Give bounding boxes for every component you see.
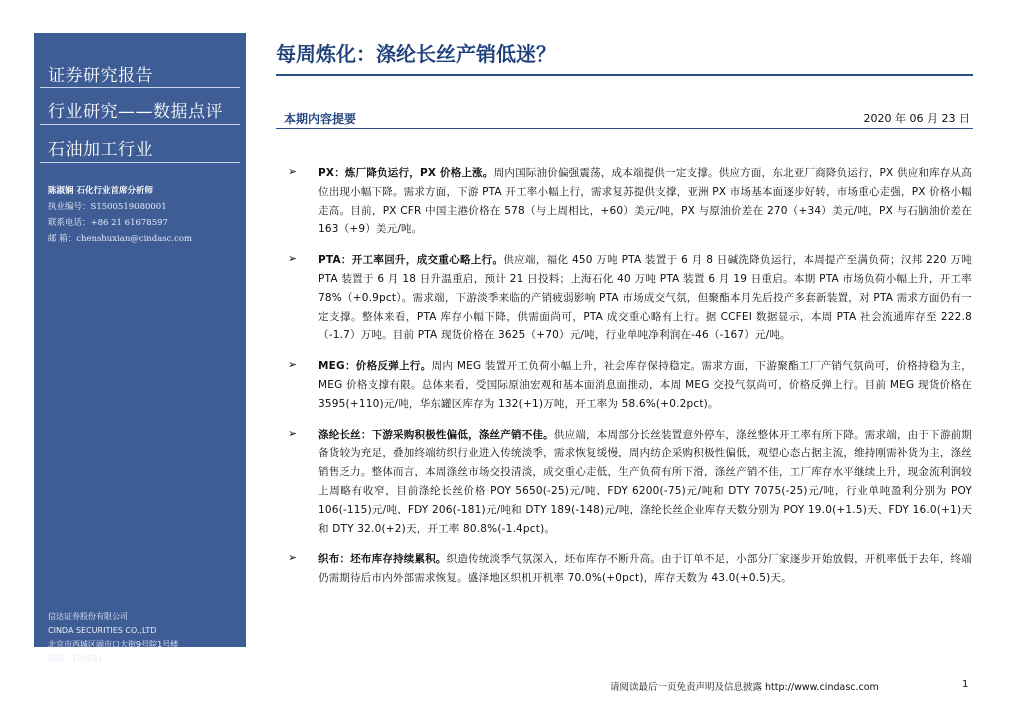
industry-label: 石油加工行业 [48,140,153,160]
item-body: 供应端，本周部分长丝装置意外停车，涤丝整体开工率有所下降。需求端，由于下游前期备货较为充足，叠加终端纺织行业进入传统淡季，需求恢复缓慢，周内纺企采购积极性偏低，观望心态占据主流，维持刚需补货为主，涤丝销售乏力。整体而言，本周涤丝市场交投清淡，成交重心走低，生产负荷有所下滑，涤丝产销不佳，工厂库存水平继续上升，现金流利润较上周略有收窄，目前涤纶长丝价格 POY 5650(-25)元/吨、FDY 6200(-75)元/吨和 DTY 7075(-25)元/吨，行业单吨盈利分别为 POY 106(-115)元/吨、FDY 206(-181)元/吨和 DTY 189(-148)元/吨，涤纶长丝企业库存天数分别为 POY 19.0(+1.5)天、FDY 16.0(+1)天和 DTY 32.0(+2)天，开工率 80.8%(-1.4pct)。 [318,428,972,535]
arrowhead-bullet-icon: ➢ [288,426,298,440]
item-body: 供应端，福化 450 万吨 PTA 装置于 6 月 8 日碱洗降负运行，本周提产至满负荷；汉邦 220 万吨 PTA 装置于 6 月 18 日升温重启，预计 21 日投料；上海石化 40 万吨 PTA 装置 6 月 19 日重启。本期 PTA 市场负荷小幅上升，开工率 78%（+0.9pct）。需求端，下游淡季来临的产销疲弱影响 PTA 市场成交气氛，但聚酯本月先后投产多套新装置，对 PTA 需求方面仍有一定支撑。整体来看，PTA 库存小幅下降，供需面尚可，PTA 成交重心略有上行。据 CCFEI 数据显示，本周 PTA 社会流通库存至 222.8（-1.7）万吨。目前 PTA 现货价格在 3625（+70）元/吨，行业单吨净利润在-46（-167）元/吨。 [318,254,972,342]
page-number: 1 [962,679,969,690]
summary-list [288,164,972,600]
sidebar-divider [40,162,240,163]
item-paragraph [318,426,972,539]
list-item [288,357,972,413]
report-type-label: 证券研究报告 [48,66,153,86]
item-body: 周内国际油价偏强震荡，成本端提供一定支撑。供应方面，东北亚厂商降负运行，PX 供应和库存从高位出现小幅下降。需求方面，下游 PTA 开工率小幅上行，需求复苏提供支撑，亚洲 PX 市场基本面逐步好转，市场重心走强，PX 价格小幅走高。目前，PX CFR 中国主港价格在 578（与上周相比，+60）美元/吨，PX 与原油价差在 270（+34）美元/吨，PX 与石脑油价差在 163（+9）美元/吨。 [318,167,972,236]
analyst-license: 执业编号：S1500519080001 [48,202,167,212]
company-address: 北京市西城区闹市口大街9号院1号楼 [48,640,179,649]
arrowhead-bullet-icon: ➢ [288,165,298,178]
item-paragraph [318,251,972,345]
list-item [288,426,972,539]
item-lead: 织布：坯布库存持续累积。 [318,553,447,566]
analyst-email: 邮 箱：chenshuxian@cindasc.com [48,234,193,244]
arrowhead-bullet-icon: ➢ [288,252,298,266]
company-info [48,610,243,666]
page-title: 每周炼化：涤纶长丝产销低迷？ [276,42,556,66]
item-paragraph [318,357,972,413]
item-body: 织造传统淡季气氛深入，坯布库存不断升高。由于订单不足，小部分厂家逐步开始放假，开机率低于去年，终端仍需期待后市内外部需求恢复。盛泽地区织机开机率 70.0%(+0pct)，库存天数为 43.0(+0.5)天。 [318,553,972,585]
report-date: 2020 年 06 月 23 日 [863,112,970,125]
item-lead: MEG：价格反弹上行。 [318,360,432,373]
item-paragraph [318,550,972,588]
title-divider [276,74,973,76]
item-lead: 涤纶长丝：下游采购积极性偏低，涤丝产销不佳。 [318,428,554,441]
arrowhead-bullet-icon: ➢ [288,358,298,372]
item-lead: PX：炼厂降负运行，PX 价格上涨。 [318,167,494,179]
arrowhead-bullet-icon: ➢ [288,551,298,565]
sidebar [34,33,246,663]
summary-label: 本期内容提要 [284,112,357,126]
sidebar-divider [40,87,240,88]
summary-divider [276,128,973,129]
analyst-phone: 联系电话：+86 21 61678597 [48,218,168,228]
company-name-cn: 信达证券股份有限公司 [48,612,128,621]
list-item [288,164,972,239]
item-lead: PTA：开工率回升，成交重心略上行。 [318,254,504,267]
item-paragraph [318,164,972,239]
item-body: 周内 MEG 装置开工负荷小幅上升，社会库存保持稳定。需求方面，下游聚酯工厂产销气氛尚可，价格持稳为主，MEG 价格支撑有限。总体来看，受国际原油宏观和基本面消息面推动，本周 MEG 交投气氛尚可，价格反弹上行。目前 MEG 现货价格在 3595(+110)元/吨，华东罐区库存为 132(+1)万吨，开工率为 58.6%(+0.2pct)。 [318,360,972,410]
sidebar-divider [40,124,240,125]
footer-disclaimer: 请阅读最后一页免责声明及信息披露 http://www.cindasc.com [610,682,879,693]
analyst-name: 陈淑娴 石化行业首席分析师 [48,186,153,196]
list-item [288,550,972,588]
report-category-label: 行业研究——数据点评 [48,102,223,122]
analyst-info [48,183,243,247]
list-item [288,251,972,345]
company-postcode: 邮编：100031 [48,654,103,663]
company-name-en: CINDA SECURITIES CO.,LTD [48,626,157,635]
